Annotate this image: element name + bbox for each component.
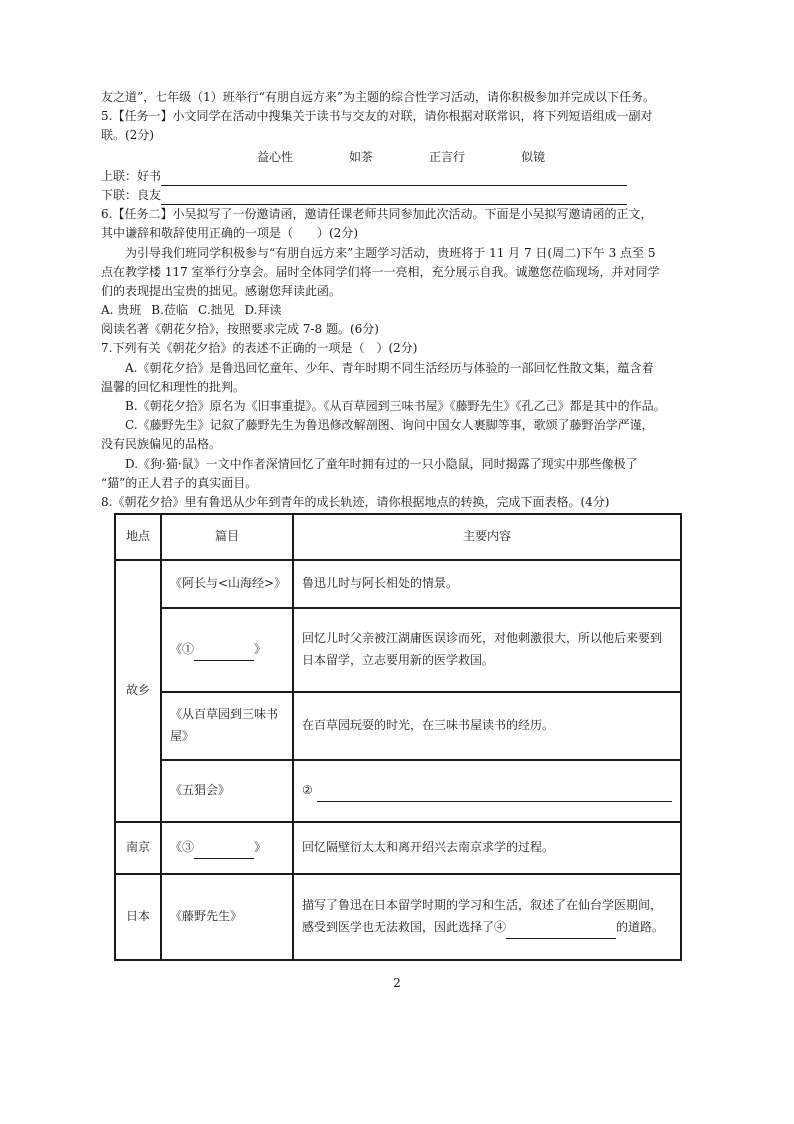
q7-option-a-cont: 温馨的回忆和理性的批判。 (101, 379, 246, 394)
q7-option-d: D.《狗·猫·鼠》一文中作者深情回忆了童年时拥有过的一只小隐鼠，同时揭露了现实中那些像极了 (125, 456, 638, 471)
q7-option-d-cont: “猫”的正人君子的真实面目。 (101, 475, 258, 490)
option-c[interactable]: C.拙见 (197, 303, 235, 318)
q5-line2: 联。(2分) (101, 128, 154, 143)
blank-1[interactable] (194, 648, 254, 661)
upper-couplet (101, 167, 701, 186)
q7-option-b: B.《朝花夕拾》原名为《旧事重提》。《从百草园到三味书屋》《藤野先生》《孔乙己》都是其中的作品。 (125, 399, 666, 413)
table-header-row (115, 514, 681, 560)
work-title (161, 822, 293, 874)
phrase: 似镜 (521, 149, 546, 164)
option-d[interactable]: D.拜读 (244, 303, 282, 318)
work-title: 《从百草园到三味书屋》 (161, 692, 293, 760)
page-number: 2 (393, 976, 401, 990)
option-a[interactable]: A. 贵班 (101, 303, 142, 318)
work-content: 回忆儿时父亲被江湖庸医误诊而死，对他刺激很大，所以他后来要到日本留学，立志要用新的医学救国。 (293, 608, 681, 692)
q7-option-c-cont: 没有民族偏见的品格。 (101, 437, 222, 452)
letter-line: 点在教学楼 117 室举行分享会。届时全体同学们将一一亮相，充分展示自我。诚邀您莅临现场，并对同学 (101, 264, 660, 279)
q6-options (101, 301, 701, 320)
table-row (115, 692, 681, 760)
q6-line2: 其中谦辞和敬辞使用正确的一项是（ ）(2分) (101, 226, 358, 241)
growth-table (114, 513, 682, 961)
title-prefix: 《① (170, 642, 195, 657)
q7-stem: 7.下列有关《朝花夕拾》的表述不正确的一项是（ ）(2分) (101, 341, 418, 356)
blank-2-marker: ② (302, 783, 313, 798)
title-suffix: 》 (254, 642, 267, 657)
option-b[interactable]: B.莅临 (151, 303, 188, 318)
header-content: 主要内容 (293, 514, 681, 560)
place-hometown: 故乡 (115, 560, 161, 822)
table-row (115, 822, 681, 874)
q7-option-a: A.《朝花夕拾》是鲁迅回忆童年、少年、青年时期不同生活经历与体验的一部回忆性散文集，蕴含着 (125, 360, 654, 375)
q5-line1: 5.【任务一】小文同学在活动中搜集关于读书与交友的对联，请你根据对联常识，将下列短语组成一副对 (101, 109, 653, 124)
lower-couplet-label: 下联：良友 (101, 187, 162, 202)
phrase: 益心性 (256, 149, 293, 164)
question-area (101, 88, 701, 512)
header-place: 地点 (115, 514, 161, 560)
blank-2[interactable] (317, 789, 672, 802)
upper-couplet-blank[interactable] (161, 171, 627, 186)
letter-line: 为引导我们班同学积极参与“有朋自远方来”主题学习活动，贵班将于 11 月 7 日(周二)下午 3 点至 5 (125, 245, 656, 260)
table-row (115, 760, 681, 822)
couplet-phrases (101, 148, 701, 167)
work-title: 《藤野先生》 (161, 874, 293, 960)
upper-couplet-label: 上联：好书 (101, 168, 162, 183)
intro-line: 友之道”，七年级（1）班举行“有朋自远方来”为主题的综合性学习活动，请你积极参加并完成以下任务。 (101, 90, 656, 104)
content-text-end: 的道路。 (616, 920, 665, 934)
work-content: 鲁迅儿时与阿长相处的情景。 (293, 560, 681, 608)
work-content (293, 760, 681, 822)
letter-line: 们的表现提出宝贵的拙见。感谢您拜读此函。 (101, 283, 342, 298)
work-content: 回忆隔壁衍太太和离开绍兴去南京求学的过程。 (293, 822, 681, 874)
lower-couplet-blank[interactable] (161, 190, 627, 205)
place-japan: 日本 (115, 874, 161, 960)
work-content: 在百草园玩耍的时光，在三味书屋读书的经历。 (293, 692, 681, 760)
phrase: 如茶 (348, 149, 373, 164)
place-nanjing: 南京 (115, 822, 161, 874)
table-row (115, 874, 681, 960)
content-text: 描写了鲁迅在日本留学时期的学习和生活，叙述了在仙台学医期间，感受到医学也无法救国，因此选择了④ (302, 898, 663, 934)
q8-stem: 8.《朝花夕拾》里有鲁迅从少年到青年的成长轨迹，请你根据地点的转换，完成下面表格。(4分) (101, 494, 610, 509)
table-row (115, 560, 681, 608)
header-title: 篇目 (161, 514, 293, 560)
q7-option-c: C.《藤野先生》记叙了藤野先生为鲁迅修改解剖图、询问中国女人裹脚等事，歌颂了藤野治学严谨， (125, 418, 654, 433)
work-title (161, 608, 293, 692)
lower-couplet (101, 186, 701, 205)
blank-4[interactable] (506, 926, 616, 939)
work-content (293, 874, 681, 960)
reading-header: 阅读名著《朝花夕拾》，按照要求完成 7-8 题。(6分) (101, 322, 379, 337)
title-suffix: 》 (254, 840, 267, 855)
title-prefix: 《③ (170, 840, 195, 855)
q6-line1: 6.【任务二】小吴拟写了一份邀请函，邀请任课老师共同参加此次活动。下面是小吴拟写邀请函的正文， (101, 207, 653, 222)
work-title: 《五猖会》 (161, 760, 293, 822)
blank-3[interactable] (194, 846, 254, 859)
phrase: 正言行 (429, 149, 466, 164)
table-row (115, 608, 681, 692)
work-title: 《阿长与<山海经>》 (161, 560, 293, 608)
